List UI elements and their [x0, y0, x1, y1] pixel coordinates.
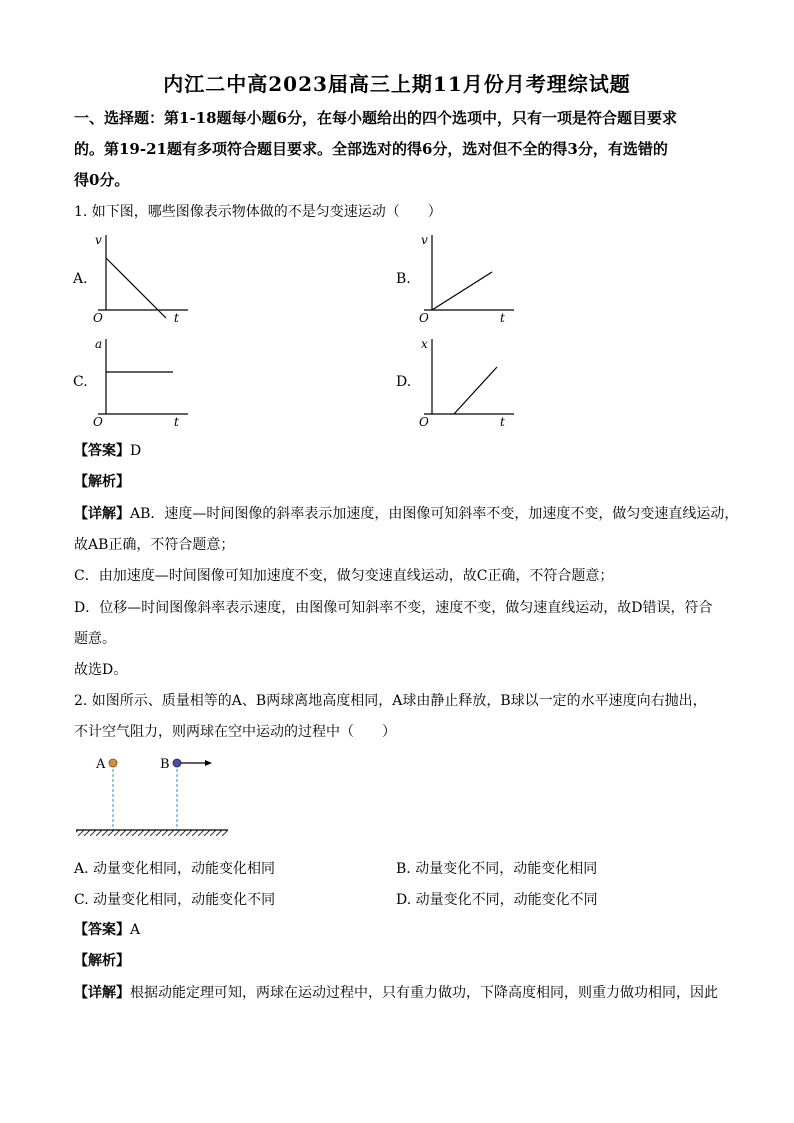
detail-tag: 【详解】: [74, 985, 130, 1001]
detail-text: AB．速度—时间图像的斜率表示加速度，由图像可知斜率不变，加速度不变，做匀变速直线运动，: [130, 506, 739, 522]
question-2-stem-line-2: 不计空气阻力，则两球在空中运动的过程中（ ）: [74, 724, 396, 740]
question-2-answer: [74, 920, 734, 940]
graph-a-label: A.: [73, 271, 88, 287]
answer-value: D: [130, 443, 142, 459]
question-2-detail-line-1: [74, 983, 734, 1003]
graph-c-y-label: a: [95, 337, 103, 351]
question-2-figure: [72, 752, 232, 842]
graph-b-velocity-time: [414, 230, 524, 325]
graph-c-origin: O: [93, 415, 103, 429]
graph-a-y-label: v: [95, 233, 102, 247]
question-1-detail-line-4: D．位移—时间图像斜率表示速度，由图像可知斜率不变，速度不变，做匀速直线运动，故D错误，符合: [74, 600, 713, 616]
ground-hatch: [76, 830, 228, 836]
section-instructions-line-3: 得0分。: [74, 171, 130, 189]
question-2-option-a: A. 动量变化相同，动能变化相同: [74, 861, 276, 877]
detail-tag: 【详解】: [74, 506, 130, 522]
question-1-answer: [74, 441, 734, 461]
graph-a-velocity-time: [88, 230, 198, 325]
graph-d-label: D.: [396, 374, 412, 390]
ball-a: [109, 759, 117, 767]
question-2-option-c: C. 动量变化相同，动能变化不同: [74, 892, 276, 908]
question-2-option-b: B. 动量变化不同，动能变化相同: [396, 861, 598, 877]
question-1-stem: 1. 如下图，哪些图像表示物体做的不是匀变速运动（ ）: [74, 204, 442, 220]
page-title: 内江二中高2023届高三上期11月份月考理综试题: [163, 72, 631, 96]
graph-b-label: B.: [396, 271, 411, 287]
graph-a-x-label: t: [174, 311, 179, 325]
graph-d-origin: O: [419, 415, 429, 429]
analysis-tag: 【解析】: [74, 953, 130, 969]
graph-b-line: [432, 272, 492, 310]
question-2-stem-line-1: 2. 如图所示、质量相等的A、B两球离地高度相同，A球由静止释放，B球以一定的水平速度向右抛出，: [74, 693, 707, 709]
ball-b-label: B: [160, 757, 170, 772]
question-2-option-d: D. 动量变化不同，动能变化不同: [396, 892, 598, 908]
question-1-detail-line-5: 题意。: [74, 631, 116, 647]
graph-d-position-time: [414, 334, 524, 429]
graph-c-label: C.: [73, 374, 88, 390]
ball-b: [173, 759, 181, 767]
graph-d-y-label: x: [421, 337, 428, 351]
section-instructions-line-1: 一、选择题：第1-18题每小题6分，在每小题给出的四个选项中，只有一项是符合题目要求: [74, 109, 677, 127]
question-1-conclusion: 故选D。: [74, 662, 128, 678]
analysis-tag: 【解析】: [74, 474, 130, 490]
question-1-analysis-tag: [74, 472, 734, 492]
answer-value: A: [130, 922, 141, 938]
graph-a-line: [106, 258, 166, 318]
graph-d-x-label: t: [500, 415, 505, 429]
question-1-detail-line-1: [74, 504, 739, 524]
answer-tag: 【答案】: [74, 922, 130, 938]
graph-b-y-label: v: [421, 233, 428, 247]
graph-c-acceleration-time: [88, 334, 198, 429]
graph-c-x-label: t: [174, 415, 179, 429]
question-2-analysis-tag: [74, 951, 734, 971]
graph-d-line: [454, 367, 497, 414]
velocity-arrow-head: [205, 760, 212, 766]
graph-b-origin: O: [419, 311, 429, 325]
question-1-detail-line-2: 故AB正确，不符合题意；: [74, 537, 235, 553]
question-1-detail-line-3: C．由加速度—时间图像可知加速度不变，做匀变速直线运动，故C正确，不符合题意；: [74, 568, 614, 584]
section-instructions-line-2: 的。第19-21题有多项符合题目要求。全部选对的得6分，选对但不全的得3分，有选错的: [74, 140, 668, 158]
ball-a-label: A: [96, 757, 106, 772]
graph-a-origin: O: [93, 311, 103, 325]
detail-text: 根据动能定理可知，两球在运动过程中，只有重力做功，下降高度相同，则重力做功相同，因此: [130, 985, 718, 1001]
answer-tag: 【答案】: [74, 443, 130, 459]
graph-b-x-label: t: [500, 311, 505, 325]
